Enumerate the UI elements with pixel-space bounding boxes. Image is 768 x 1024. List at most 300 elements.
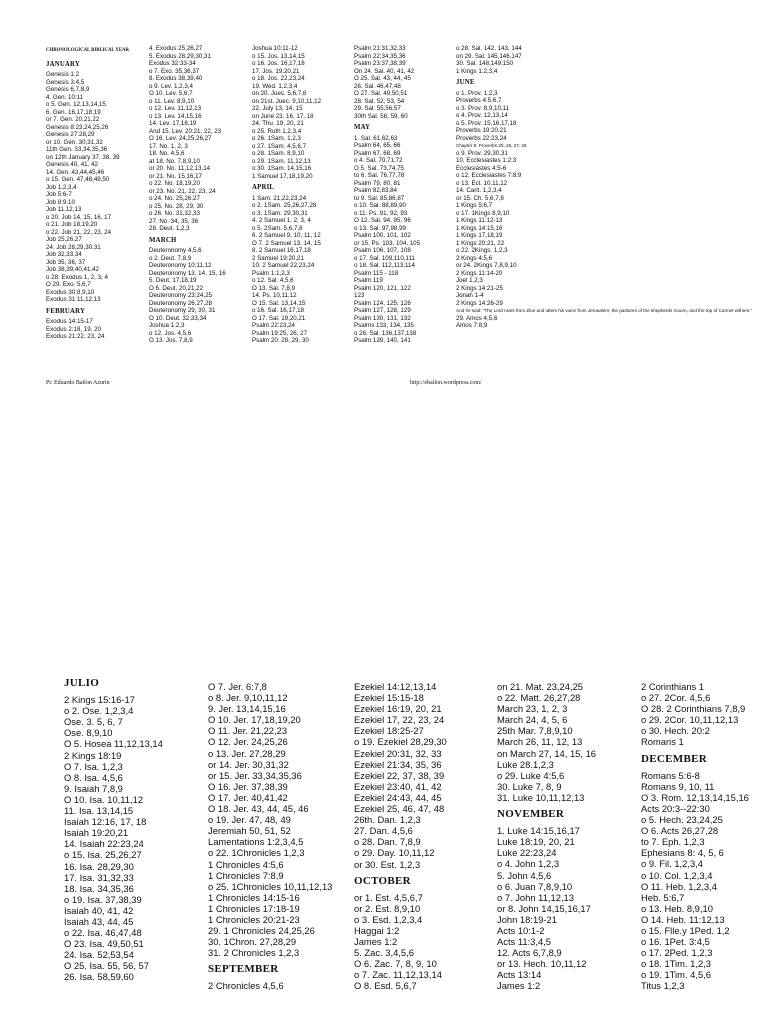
reading-entry: o 26. Sal. 136,137,138 <box>354 329 417 337</box>
reading-entry: o 7. John 11,12,13 <box>497 891 574 903</box>
bottom-column-1 <box>64 676 204 983</box>
reading-entry: o 11. Lev. 8,9,10 <box>149 97 195 105</box>
reading-entry: Romans 5:6-8 <box>641 769 700 781</box>
reading-list <box>252 45 350 180</box>
reading-entry: o 16. Sal. 16,17,18 <box>252 307 304 314</box>
reading-entry: or 1. Est. 4,5,6,7 <box>354 891 423 903</box>
reading-entry: o 12. Lev. 11,12,13 <box>149 105 202 112</box>
reading-entry: 1 Kings 20:21, 22 <box>456 239 505 247</box>
reading-list <box>456 90 768 330</box>
reading-entry: or 8. John 14,15,16,17 <box>497 902 591 914</box>
reading-entry: 6. Gen. 16,17,18,19 <box>46 108 101 116</box>
reading-entry: O 17. Jer. 40,41,42 <box>208 791 288 803</box>
reading-entry: And he said: "The Lord roars from Zion and utters his voice from Jerusalem; the pastures of the shepherds mourn, and the top of Carmel withers." <box>456 308 753 313</box>
reading-entry: And 15. Lev. 20:21, 22, 23 <box>149 127 222 135</box>
reading-entry: 29. 1 Chronicles 24,25,26 <box>208 925 315 937</box>
reading-entry: or 7. Gen. 20,21,22 <box>46 116 100 123</box>
reading-entry: o 13. Ecl. 10,11,12 <box>456 179 508 187</box>
reading-entry: Psalm 23:37,38,39 <box>354 60 406 67</box>
reading-entry: 1. Luke 14:15,16,17 <box>497 825 580 837</box>
reading-entry: O 6. Deut. 20,21,22 <box>149 284 204 292</box>
reading-entry: on 12th January 37, 38, 39 <box>46 153 120 161</box>
reading-entry: Acts 20:3--22:30 <box>641 802 710 814</box>
reading-entry: 1 Sam. 21,22,23,24 <box>252 194 307 202</box>
reading-entry: O 12. Sal. 94, 95, 96 <box>354 217 411 224</box>
reading-entry: Ose. 8,9,10 <box>64 727 113 739</box>
reading-entry: Romans 9, 10, 11 <box>641 780 715 792</box>
reading-entry: Ezekiel 17, 22, 23, 24 <box>354 714 445 726</box>
reading-entry: O 12. Jer. 24,25,26 <box>208 736 288 748</box>
reading-entry: Psalm 22:23,24 <box>252 322 295 329</box>
reading-list <box>354 892 494 992</box>
reading-list <box>149 247 247 345</box>
reading-entry: o 18. 1Tim. 1,2,3 <box>641 958 712 970</box>
document-title: CHRONOLOGICAL BIBLICAL YEAR <box>46 48 129 53</box>
reading-entry: O 15. Sal. 13,14,15 <box>252 299 306 307</box>
reading-entry: 123 <box>354 292 365 299</box>
reading-entry: 5. John 4,5,6 <box>497 869 552 881</box>
reading-entry: 17. Isa. 31,32,33 <box>64 871 134 883</box>
reading-entry: Deuteronomy 29, 30, 31 <box>149 307 216 314</box>
bottom-column-5 <box>641 681 768 992</box>
reading-entry: Job 8:9,10 <box>46 198 75 206</box>
reading-entry: Lamentations 1:2,3,4,5 <box>208 836 304 848</box>
reading-entry: 1 Kings 14:15,16 <box>456 224 503 232</box>
month-heading-november: NOVEMBER <box>497 808 565 821</box>
reading-entry: O 28. 2 Corinthians 7,8,9 <box>641 703 746 715</box>
reading-entry: o 18. Jos. 22,23,24 <box>252 75 305 82</box>
reading-entry: Ezekiel 15:15-18 <box>354 692 424 704</box>
reading-entry: o 28. Sal. 142, 143, 144 <box>456 45 522 52</box>
reading-entry: 1. Sal. 61,62,63 <box>354 134 398 142</box>
reading-entry: Exodus 21:22, 23, 24 <box>46 333 105 340</box>
reading-entry: o 19. 1Tim. 4,5,6 <box>641 969 712 981</box>
reading-entry: 4. 2 Samuel 1, 2, 3, 4 <box>252 217 311 224</box>
reading-entry: Job 35, 36, 37 <box>46 258 86 266</box>
reading-entry: 14. Isaiah 22:23,24 <box>64 838 144 850</box>
reading-entry: Psalm 130, 131, 132 <box>354 314 411 322</box>
reading-entry: 9. Jer. 13,14,15,16 <box>208 703 286 715</box>
bottom-section <box>0 676 768 1024</box>
reading-entry: o 30. 1Sam. 14,15,16 <box>252 165 312 172</box>
reading-entry: on 20. Juec. 5,6,7,8 <box>252 90 307 97</box>
reading-list <box>497 825 637 991</box>
reading-entry: at 18. No. 7,8,9,10 <box>149 157 200 165</box>
reading-entry: 1 Samuel 17,18,19,20 <box>252 172 313 180</box>
reading-entry: Exodus 2:18, 19, 20 <box>46 325 102 333</box>
reading-entry: 4. Gen. 10:11 <box>46 93 84 101</box>
reading-entry: Titus 1,2,3 <box>641 980 685 992</box>
reading-entry: o 7. Exo. 35,36,37 <box>149 67 200 75</box>
reading-entry: or 15. Jer. 33,34,35,36 <box>208 769 302 781</box>
reading-entry: o 1. Prov. 1,2,3 <box>456 89 498 97</box>
reading-entry: O 16. Jer. 37,38,39 <box>208 780 288 792</box>
reading-list <box>497 681 637 803</box>
reading-entry: 2 Samuel 19:20,21 <box>252 254 304 262</box>
reading-entry: Psalm 19:25, 26, 27 <box>252 329 308 337</box>
reading-entry: o 5. Prov. 15,16,17,18 <box>456 119 517 127</box>
reading-entry: 2 Kings 14:26-29 <box>456 299 503 307</box>
reading-entry: o 9. Fil. 1,2,3,4 <box>641 858 704 870</box>
reading-entry: o 10. Sal. 88,89,90 <box>354 202 406 209</box>
reading-entry: o 15. Isa. 25,26,27 <box>64 849 142 861</box>
reading-entry: o 25. Ruth 1,2,3,4 <box>252 127 302 135</box>
reading-entry: Deuteronomy 23:24,25 <box>149 292 212 299</box>
reading-entry: Exodus 31:11,12,13 <box>46 296 101 303</box>
reading-entry: Ezekiel 20:31, 32, 33 <box>354 747 442 759</box>
top-column-1 <box>46 40 144 341</box>
reading-entry: Acts 13:14 <box>497 969 542 981</box>
reading-entry: 1 Kings 5:6,7 <box>456 202 493 209</box>
reading-entry: o 5. Hech. 23,24,25 <box>641 814 723 826</box>
reading-entry: Genesis 27:28,29 <box>46 131 95 138</box>
reading-entry: o 13. Jer. 27,28,29 <box>208 747 286 759</box>
reading-entry: O 6. Acts 26,27,28 <box>641 825 719 837</box>
reading-entry: Jeremiah 50, 51, 52 <box>208 825 291 837</box>
reading-entry: o 27. 1Sam. 4,5,6,7 <box>252 142 307 150</box>
reading-entry: 12. Acts 6,7,8,9 <box>497 947 562 959</box>
reading-entry: Ezekiel 25, 46, 47, 48 <box>354 803 445 815</box>
reading-entry: O 18. Jer. 43, 44, 45, 46 <box>208 803 309 815</box>
reading-entry: o 29. Day. 10,11,12 <box>354 847 435 859</box>
reading-entry: Ezekiel 18:25-27 <box>354 725 424 737</box>
reading-entry: March 23, 1, 2, 3 <box>497 703 568 715</box>
reading-entry: Job 11,12,13 <box>46 206 82 213</box>
reading-entry: Ezekiel 23:40, 41, 42 <box>354 780 442 792</box>
reading-entry: Psalm 139, 140, 141 <box>354 337 411 344</box>
reading-entry: Proverbs 22:23,24 <box>456 134 507 142</box>
reading-entry: Psalm 124, 125, 126 <box>354 299 411 307</box>
reading-entry: o 13. Heb. 8,9,10 <box>641 902 713 914</box>
reading-entry: 14. Gen. 43,44,45,46 <box>46 168 105 176</box>
reading-entry: Psalm 21:31,32,33 <box>354 45 406 52</box>
month-heading-june: JUNE <box>456 79 475 86</box>
reading-entry: Joshua 1:2,3 <box>149 322 185 329</box>
reading-list <box>456 45 768 75</box>
reading-entry: Genesis 3:4,5 <box>46 78 85 86</box>
reading-entry: o 22. Matt. 26,27,28 <box>497 692 581 704</box>
reading-entry: or 15. Ps. 103, 104, 105 <box>354 239 421 247</box>
reading-entry: o 20. Job 14, 15, 16, 17 <box>46 213 112 221</box>
reading-entry: 9. Isaiah 7,8,9 <box>64 782 123 794</box>
reading-entry: O 25. Isa. 55, 56, 57 <box>64 960 149 972</box>
reading-entry: Job 5:6-7 <box>46 191 72 198</box>
reading-entry: 17. No. 1, 2, 3 <box>149 142 188 150</box>
reading-entry: o 17. 2Ped. 1,2,3 <box>641 947 713 959</box>
reading-entry: o 19. Isa. 37,38,39 <box>64 893 142 905</box>
reading-entry: Luke 22:23,24 <box>497 847 557 859</box>
reading-entry: O 13. Jos. 7,8,9 <box>149 337 193 344</box>
reading-entry: o 2. 1Sam. 25,26,27,28 <box>252 202 317 209</box>
reading-entry: o 22. No. 18,19,20 <box>149 180 200 187</box>
reading-entry: o 5. 2Sam. 5,6,7,8 <box>252 224 303 232</box>
reading-entry: o 12. Sal. 4,5,6 <box>252 277 294 284</box>
reading-entry: 1 Chronicles 20:21-23 <box>208 913 300 925</box>
reading-list <box>641 770 768 992</box>
top-section <box>0 40 768 400</box>
reading-entry: Deuteronomy 26,27,28 <box>149 299 212 307</box>
reading-entry: Luke 18:19, 20, 21 <box>497 836 575 848</box>
reading-entry: o 27. 2Cor. 4,5,6 <box>641 692 711 704</box>
reading-entry: Ose. 3. 5, 6, 7 <box>64 716 123 728</box>
reading-entry: O 25. Sal. 43, 44, 45 <box>354 75 411 82</box>
reading-entry: Joel 1,2,3 <box>456 277 483 284</box>
reading-list <box>354 45 452 120</box>
reading-entry: o 13. Sal. 97,98,99 <box>354 224 406 232</box>
reading-entry: 29. Amos 4,5,6 <box>456 314 498 322</box>
reading-entry: o 18. Sal. 112,113,114 <box>354 262 415 269</box>
reading-entry: O 11. Heb. 1,2,3,4 <box>641 880 717 892</box>
reading-entry: o 2. Ose. 1,2,3,4 <box>64 705 134 717</box>
reading-entry: Psalm 79, 80, 81 <box>354 179 401 187</box>
reading-entry: 1 Chronicles 17:18-19 <box>208 902 300 914</box>
reading-entry: 2 Kings 18:19 <box>64 749 122 761</box>
reading-entry: Chapter 8. Proverbs 25, 26, 27, 28 <box>456 143 527 148</box>
reading-entry: 2 Kings 4:5,6 <box>456 254 493 262</box>
reading-entry: O 13. Sal. 7,8,9 <box>252 284 295 292</box>
reading-entry: James 1:2 <box>497 980 541 992</box>
reading-entry: 22. July 13, 14, 15 <box>252 105 303 112</box>
reading-entry: o 12. Ecclesiastes 7:8:9 <box>456 172 522 179</box>
reading-entry: Acts 10:1-2 <box>497 924 545 936</box>
reading-entry: 18. No. 4,5,6 <box>149 150 185 157</box>
reading-entry: Job 38,39,40,41,42 <box>46 266 99 273</box>
reading-entry: March 26, 11, 12, 13 <box>497 736 583 748</box>
reading-entry: 27. No. 34, 35, 36 <box>149 217 199 225</box>
bottom-column-2 <box>208 681 350 992</box>
reading-entry: Heb. 5:6,7 <box>641 891 685 903</box>
reading-entry: 31. 2 Chronicles 1,2,3 <box>208 947 300 959</box>
reading-entry: o 30. Hech. 20:2 <box>641 725 710 737</box>
reading-entry: 2 Chronicles 4,5,6 <box>208 980 284 992</box>
reading-entry: or 14. Jer. 30,31,32 <box>208 758 289 770</box>
reading-entry: 1 Chronicles 7:8,9 <box>208 869 284 881</box>
reading-entry: 16. Isa. 28,29,30 <box>64 860 134 872</box>
reading-entry: Psalm 119 <box>354 277 383 284</box>
reading-entry: Genesis 6,7,8,9 <box>46 86 90 93</box>
reading-entry: on March 27, 14, 15, 16 <box>497 747 597 759</box>
reading-entry: Psalm 22:34,35,36 <box>354 52 406 60</box>
reading-entry: O 3. Rom. 12,13,14,15,16 <box>641 791 749 803</box>
reading-entry: 31. Luke 10,11,12,13 <box>497 791 585 803</box>
top-column-5 <box>456 45 768 330</box>
reading-entry: Amos 7:8,9 <box>456 322 488 329</box>
reading-entry: 2 Kings 15:16-17 <box>64 694 135 706</box>
reading-entry: o 29. 1Sam. 11,12,13 <box>252 157 311 165</box>
reading-entry: o 2. Deut. 7,8,9 <box>149 254 192 262</box>
reading-entry: O 27. Sal. 49,50,51 <box>354 90 408 97</box>
reading-entry: Ezekiel 24:43, 44, 45 <box>354 791 442 803</box>
reading-entry: O 16. Lev. 24,25,26,27 <box>149 135 212 142</box>
month-heading-march: MARCH <box>149 236 177 244</box>
reading-entry: on June 23, 16, 17, 18 <box>252 112 314 120</box>
reading-entry: Joshua 10:11-12 <box>252 45 298 52</box>
reading-entry: o 28. Dan. 7,8,9 <box>354 836 421 848</box>
reading-entry: Isaiah 43, 44, 45 <box>64 915 134 927</box>
reading-entry: o 8. Jer. 9,10,11,12 <box>208 692 288 704</box>
reading-entry: 2 Corinthians 1 <box>641 681 705 692</box>
month-heading-may: MAY <box>354 124 371 131</box>
source-url[interactable]: http://ebailon.wordpress.com/ <box>410 380 482 386</box>
reading-entry: 6. 2 Samuel 9, 10, 11, 12 <box>252 232 321 239</box>
reading-entry: Jonah 1-4 <box>456 292 484 299</box>
month-heading-december: DECEMBER <box>641 752 707 765</box>
reading-list <box>641 681 768 748</box>
reading-entry: o 4. John 1,2,3 <box>497 858 560 870</box>
reading-entry: 30th Sal. 58, 59, 60 <box>354 112 408 120</box>
reading-entry: o 9. Prov. 29,30,31 <box>456 149 508 157</box>
reading-entry: Isaiah 12:16, 17, 18 <box>64 816 147 828</box>
reading-entry: 11. Isa. 13,14,15 <box>64 805 134 817</box>
reading-entry: 26. Isa. 58,59,60 <box>64 971 134 983</box>
reading-entry: Exodus 32:33-34 <box>149 60 196 67</box>
reading-entry: Ezekiel 22, 37, 38, 39 <box>354 769 445 781</box>
reading-entry: O 10. Lev. 5,6,7 <box>149 90 193 97</box>
reading-entry: 11th Gen. 33,34,35,36 <box>46 146 108 153</box>
reading-entry: O 10. Isa. 10,11,12 <box>64 793 144 805</box>
reading-entry: o 25. 1Chronicles 10,11,12,13 <box>208 880 333 892</box>
reading-entry: 26th. Dan. 1,2,3 <box>354 814 421 826</box>
bottom-column-3 <box>354 681 494 992</box>
reading-entry: o 22. 1Chronicles 1,2,3 <box>208 847 305 859</box>
reading-entry: or 15. Ch. 5,6,7,8 <box>456 194 504 202</box>
reading-entry: Psalm 20: 28, 29, 30 <box>252 337 309 344</box>
reading-entry: or 13. Hech. 10,11,12 <box>497 958 587 970</box>
reading-entry: to 7. Eph. 1,2,3 <box>641 836 705 848</box>
reading-entry: o 22. Job 21, 22, 23, 24 <box>46 228 112 236</box>
reading-entry: Psalm 106, 107, 108 <box>354 247 411 254</box>
reading-entry: On 24. Sal. 40, 41, 42 <box>354 67 415 75</box>
reading-entry: Romans 1 <box>641 736 684 748</box>
reading-entry: 25th Mar. 7,8,9,10 <box>497 725 573 737</box>
reading-entry: Psalm 82,83,84 <box>354 187 397 194</box>
reading-entry: o 12. Jos. 4,5,6 <box>149 329 192 337</box>
author-credit: Pr. Eduardo Bailon Azurin <box>46 380 110 386</box>
reading-entry: O 8. Isa. 4,5,6 <box>64 771 123 783</box>
reading-entry: O 8. Esd. 5,6,7 <box>354 980 417 992</box>
month-heading-january: JANUARY <box>46 60 81 68</box>
reading-entry: Genesis 1:2 <box>46 71 80 78</box>
reading-entry: 30. 1Chron. 27,28,29 <box>208 936 297 948</box>
reading-entry: on 29. Sal. 145,146,147 <box>456 52 522 60</box>
reading-entry: John 18:19-21 <box>497 913 557 925</box>
reading-entry: o 15. Jos. 13,14,15 <box>252 52 305 60</box>
reading-entry: 2 Kings 11:14-20 <box>456 269 503 277</box>
reading-entry: 5. Deut. 17,18,19 <box>149 277 197 284</box>
reading-entry: 1 Chronicles 14:15-16 <box>208 891 300 903</box>
reading-entry: o 15. Gen. 47,48,49,50 <box>46 176 110 183</box>
reading-entry: o 13. Lev. 14,15,16 <box>149 112 202 120</box>
reading-list <box>46 71 144 304</box>
reading-entry: o 22. Isa. 46,47,48 <box>64 927 142 939</box>
reading-entry: 24. Isa. 52,53,54 <box>64 949 134 961</box>
bottom-column-4 <box>497 681 637 992</box>
month-heading-september: SEPTEMBER <box>208 963 279 976</box>
reading-entry: Deuteronomy 4,5,6 <box>149 247 202 254</box>
reading-entry: 8. Exodus 38,39,40 <box>149 75 203 82</box>
reading-entry: James 1:2 <box>354 936 398 948</box>
reading-entry: O 10. Jer. 17,18,19,20 <box>208 714 301 726</box>
reading-entry: o 28. 1Sam. 8,9,10 <box>252 150 305 157</box>
reading-entry: 14. Cant. 1,2,3,4 <box>456 187 502 194</box>
reading-entry: Isaiah 40, 41, 42 <box>64 904 134 916</box>
reading-entry: O 5. Sal. 73,74,75 <box>354 164 404 172</box>
reading-entry: O 23. Isa. 49,50,51 <box>64 938 144 950</box>
reading-entry: 19. Wed. 1,2,3,4 <box>252 82 298 90</box>
month-heading-october: OCTOBER <box>354 874 411 887</box>
reading-entry: or 30. Est. 1,2,3 <box>354 858 421 870</box>
reading-entry: 1 Kings 1:2,3,4 <box>456 67 498 75</box>
reading-entry: O 17. Sal. 19,20,21 <box>252 314 306 322</box>
reading-entry: o 26. 1Sam. 1,2,3 <box>252 135 301 142</box>
reading-entry: O 7. 2 Samuel 13, 14, 15 <box>252 239 321 247</box>
reading-entry: 24. Job 28,29,30,31 <box>46 243 101 251</box>
reading-entry: or 10. Gen. 30,31,32 <box>46 138 103 146</box>
reading-entry: or 24. 2Kings 7,8,9,10 <box>456 262 517 269</box>
reading-entry: Job 25,26,27 <box>46 236 82 243</box>
reading-entry: 29. Sal. 55,56,57 <box>354 105 401 112</box>
month-heading-july: JULIO <box>64 677 100 689</box>
month-heading-february: FEBRUARY <box>46 307 86 315</box>
reading-entry: Proverbs 19:20,21 <box>456 127 507 134</box>
reading-entry: Ezekiel 21:34, 35, 36 <box>354 758 442 770</box>
reading-entry: 30. Luke 7, 8, 9 <box>497 780 562 792</box>
reading-entry: o 15. Flle.y 1Ped. 1,2 <box>641 924 730 936</box>
reading-list <box>149 45 247 233</box>
reading-entry: 24. Thu. 19, 20, 21 <box>252 120 304 127</box>
reading-entry: Ezekiel 16:19, 20, 21 <box>354 703 442 715</box>
reading-entry: Haggai 1:2 <box>354 924 400 936</box>
month-heading-april: APRIL <box>252 184 275 191</box>
reading-entry: on 21st. Juec. 9,10,11,12 <box>252 97 322 105</box>
reading-entry: O 29. Exo. 5,6,7 <box>46 281 91 288</box>
reading-entry: o 4. Prov. 12,13,14 <box>456 112 508 119</box>
reading-list <box>208 980 350 991</box>
reading-entry: O 6. Zac. 7, 8, 9, 10 <box>354 958 437 970</box>
reading-entry: Ephesians 8: 4, 5, 6 <box>641 847 724 859</box>
reading-entry: o 9. Lev. 1,2,3,4 <box>149 82 193 90</box>
reading-entry: Ecclesiastes 4:5-6 <box>456 164 507 172</box>
reading-entry: or 2. Est. 8,9,10 <box>354 902 421 914</box>
reading-entry: to 9. Sal. 85,86,87 <box>354 194 405 202</box>
reading-entry: Deuteronomy 10:11,12 <box>149 262 212 269</box>
reading-list <box>252 195 350 345</box>
reading-entry: Deuteronomy 13, 14, 15, 16 <box>149 269 226 277</box>
reading-entry: 27. Dan. 4,5,6 <box>354 825 413 837</box>
reading-entry: o 29. Luke 4:5,6 <box>497 769 565 781</box>
reading-entry: O 7. Isa. 1,2,3 <box>64 760 123 772</box>
reading-entry: Psalm 115 - 118 <box>354 269 399 277</box>
reading-entry: 28. Sal. 52, 53, 54 <box>354 97 405 105</box>
reading-entry: 5. Exodus 28,29,30,31 <box>149 52 211 60</box>
reading-entry: O 5. Hosea 11,12,13,14 <box>64 738 163 750</box>
reading-entry: o 11. Ps. 91, 92, 93 <box>354 209 408 217</box>
reading-entry: o 10. Col. 1,2,3,4 <box>641 869 713 881</box>
reading-entry: Exodus 14:15-17 <box>46 318 93 325</box>
reading-entry: O 10. Deut. 32,33,34 <box>149 314 207 322</box>
reading-entry: Job 32,33,34 <box>46 251 82 258</box>
reading-entry: Psalm 64, 65, 66 <box>354 142 401 149</box>
reading-entry: o 3. Prov. 8,9,10,11 <box>456 104 510 112</box>
reading-entry: 10. 2 Samuel 22,23,24 <box>252 262 315 269</box>
reading-entry: o 3. Esd. 1,2,3,4 <box>354 913 423 925</box>
reading-entry: 2 Kings 14:21-25 <box>456 284 503 292</box>
reading-entry: Genesis 40, 41, 42 <box>46 161 98 168</box>
reading-entry: O 7. Jer. 6:7,8 <box>208 681 267 692</box>
reading-entry: o 3. 1Sam. 29,30,31 <box>252 209 308 217</box>
reading-entry: Exodus 30:8,9,10 <box>46 288 95 296</box>
reading-list <box>354 135 452 345</box>
